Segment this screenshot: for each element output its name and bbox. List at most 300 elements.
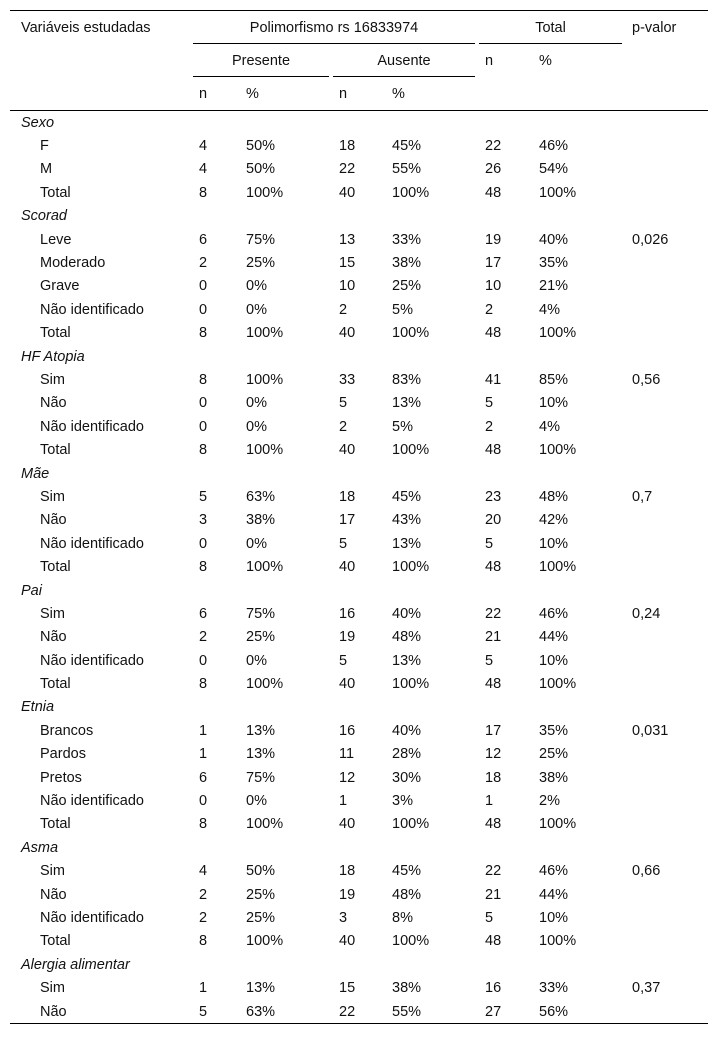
header-absent: Ausente (331, 44, 477, 77)
total-n: 22 (485, 605, 502, 622)
p-value (624, 1000, 708, 1023)
total-pct: 10% (539, 535, 569, 552)
section-header (10, 205, 708, 228)
present-n: 2 (199, 255, 208, 272)
table-row (10, 438, 708, 461)
p-value (624, 158, 708, 181)
total-n: 22 (485, 863, 502, 880)
present-n: 0 (199, 301, 208, 318)
data-table (10, 11, 708, 1023)
header-total-n: n (485, 52, 494, 69)
p-value: 0,56 (632, 371, 661, 388)
absent-n: 15 (339, 255, 356, 272)
row-label: Moderado (40, 255, 106, 272)
p-value (624, 626, 708, 649)
total-pct: 2% (539, 793, 560, 810)
table-row (10, 813, 708, 836)
section-header (10, 953, 708, 976)
row-label: Sim (40, 488, 65, 505)
row-label: Sim (40, 863, 65, 880)
total-n: 2 (485, 418, 494, 435)
absent-n: 5 (339, 535, 348, 552)
header-total-pct: % (539, 52, 552, 69)
present-pct: 13% (246, 980, 276, 997)
table-row (10, 789, 708, 812)
present-n: 6 (199, 769, 208, 786)
total-n: 2 (485, 301, 494, 318)
p-value (624, 672, 708, 695)
row-label: Total (40, 325, 71, 342)
total-pct: 21% (539, 278, 569, 295)
table-row (10, 602, 708, 625)
section-title: Sexo (21, 114, 55, 131)
p-value (624, 883, 708, 906)
total-pct: 56% (539, 1003, 569, 1020)
present-pct: 0% (246, 278, 267, 295)
row-label: Não (40, 629, 67, 646)
total-n: 12 (485, 746, 502, 763)
absent-pct: 100% (392, 184, 430, 201)
absent-n: 2 (339, 418, 348, 435)
absent-n: 11 (339, 746, 355, 763)
p-value (624, 298, 708, 321)
present-pct: 100% (246, 933, 284, 950)
total-pct: 4% (539, 301, 560, 318)
row-label: Pretos (40, 769, 82, 786)
total-pct: 44% (539, 629, 569, 646)
absent-pct: 3% (392, 793, 413, 810)
header-variable: Variáveis estudadas (21, 20, 151, 36)
table-row (10, 509, 708, 532)
present-pct: 75% (246, 605, 276, 622)
data-table-container (10, 10, 708, 1024)
total-n: 1 (485, 793, 494, 810)
p-value (624, 275, 708, 298)
present-pct: 25% (246, 886, 276, 903)
table-row (10, 672, 708, 695)
absent-n: 5 (339, 395, 348, 412)
present-pct: 25% (246, 909, 276, 926)
total-n: 16 (485, 980, 502, 997)
total-pct: 10% (539, 395, 569, 412)
section-title: Mãe (21, 465, 50, 482)
section-header (10, 462, 708, 485)
row-label: Total (40, 559, 71, 576)
total-pct: 4% (539, 418, 560, 435)
absent-pct: 38% (392, 255, 422, 272)
row-label: Grave (40, 278, 80, 295)
total-n: 10 (485, 278, 502, 295)
present-pct: 100% (246, 676, 284, 693)
total-n: 19 (485, 231, 502, 248)
total-pct: 46% (539, 138, 569, 155)
present-pct: 50% (246, 863, 276, 880)
p-value (624, 555, 708, 578)
absent-n: 10 (339, 278, 356, 295)
absent-pct: 83% (392, 371, 422, 388)
absent-pct: 100% (392, 816, 430, 833)
row-label: Não (40, 886, 67, 903)
p-value (624, 181, 708, 204)
header-present: Presente (191, 44, 331, 77)
total-pct: 100% (539, 933, 577, 950)
table-row (10, 275, 708, 298)
table-row (10, 392, 708, 415)
absent-pct: 48% (392, 629, 422, 646)
total-n: 22 (485, 138, 502, 155)
section-header (10, 579, 708, 602)
section-header (10, 836, 708, 859)
present-n: 8 (199, 184, 208, 201)
present-pct: 0% (246, 793, 267, 810)
absent-n: 40 (339, 559, 356, 576)
absent-pct: 5% (392, 418, 413, 435)
section-header (10, 345, 708, 368)
p-value (624, 251, 708, 274)
present-pct: 63% (246, 488, 276, 505)
absent-pct: 100% (392, 676, 430, 693)
total-n: 5 (485, 652, 494, 669)
total-n: 20 (485, 512, 502, 529)
absent-n: 16 (339, 605, 356, 622)
present-n: 4 (199, 161, 208, 178)
table-row (10, 719, 708, 742)
total-n: 27 (485, 1003, 502, 1020)
total-n: 5 (485, 535, 494, 552)
absent-n: 22 (339, 1003, 356, 1020)
present-pct: 75% (246, 769, 276, 786)
absent-pct: 48% (392, 886, 422, 903)
total-n: 48 (485, 676, 502, 693)
present-n: 8 (199, 816, 208, 833)
row-label: Pardos (40, 746, 86, 763)
absent-pct: 45% (392, 488, 422, 505)
p-value (624, 906, 708, 929)
row-label: Não (40, 395, 67, 412)
section-header (10, 111, 708, 135)
p-value (624, 532, 708, 555)
present-pct: 0% (246, 301, 267, 318)
table-row (10, 626, 708, 649)
row-label: Sim (40, 371, 65, 388)
table-row (10, 298, 708, 321)
present-pct: 100% (246, 442, 284, 459)
present-pct: 63% (246, 1003, 276, 1020)
absent-n: 18 (339, 488, 356, 505)
total-pct: 40% (539, 231, 569, 248)
p-value (624, 813, 708, 836)
p-value (624, 649, 708, 672)
present-n: 8 (199, 325, 208, 342)
table-row (10, 743, 708, 766)
row-label: Leve (40, 231, 72, 248)
row-label: Não identificado (40, 535, 144, 552)
total-pct: 85% (539, 371, 569, 388)
absent-n: 40 (339, 676, 356, 693)
table-row (10, 555, 708, 578)
total-n: 17 (485, 722, 502, 739)
present-n: 5 (199, 488, 208, 505)
total-n: 21 (485, 886, 502, 903)
p-value: 0,66 (632, 863, 661, 880)
present-pct: 100% (246, 184, 284, 201)
section-title: Etnia (21, 699, 55, 716)
present-pct: 0% (246, 535, 267, 552)
absent-n: 5 (339, 652, 348, 669)
absent-n: 19 (339, 886, 356, 903)
section-title: Asma (21, 839, 59, 856)
total-n: 5 (485, 395, 494, 412)
present-pct: 75% (246, 231, 276, 248)
present-pct: 100% (246, 816, 284, 833)
total-n: 48 (485, 442, 502, 459)
p-value (624, 415, 708, 438)
present-pct: 0% (246, 418, 267, 435)
total-pct: 46% (539, 863, 569, 880)
total-pct: 44% (539, 886, 569, 903)
p-value: 0,37 (632, 980, 661, 997)
table-row (10, 766, 708, 789)
present-n: 2 (199, 909, 208, 926)
p-value (624, 743, 708, 766)
present-pct: 25% (246, 629, 276, 646)
present-n: 4 (199, 138, 208, 155)
row-label: Total (40, 184, 71, 201)
absent-pct: 13% (392, 395, 422, 412)
present-n: 4 (199, 863, 208, 880)
table-row (10, 251, 708, 274)
header-absent-n: n (331, 77, 392, 111)
row-label: Brancos (40, 722, 94, 739)
table-row (10, 158, 708, 181)
present-n: 1 (199, 980, 208, 997)
absent-pct: 40% (392, 605, 422, 622)
absent-n: 18 (339, 138, 356, 155)
present-n: 8 (199, 559, 208, 576)
row-label: Total (40, 442, 71, 459)
row-label: Não (40, 1003, 67, 1020)
p-value (624, 766, 708, 789)
section-header (10, 696, 708, 719)
total-n: 23 (485, 488, 502, 505)
total-pct: 100% (539, 559, 577, 576)
present-n: 0 (199, 793, 208, 810)
table-row (10, 649, 708, 672)
section-title: HF Atopia (21, 348, 85, 365)
absent-n: 22 (339, 161, 356, 178)
table-row (10, 532, 708, 555)
total-n: 5 (485, 909, 494, 926)
present-n: 0 (199, 395, 208, 412)
header-pvalue: p-valor (632, 20, 677, 36)
absent-n: 2 (339, 301, 348, 318)
total-pct: 38% (539, 769, 569, 786)
total-n: 26 (485, 161, 502, 178)
header-absent-pct: % (392, 77, 477, 111)
present-n: 0 (199, 278, 208, 295)
row-label: Total (40, 676, 71, 693)
total-n: 48 (485, 559, 502, 576)
present-pct: 38% (246, 512, 276, 529)
present-pct: 50% (246, 161, 276, 178)
absent-pct: 55% (392, 161, 422, 178)
present-n: 1 (199, 722, 208, 739)
absent-pct: 100% (392, 559, 430, 576)
total-pct: 25% (539, 746, 569, 763)
total-pct: 100% (539, 816, 577, 833)
present-n: 0 (199, 535, 208, 552)
absent-pct: 13% (392, 535, 422, 552)
row-label: Não identificado (40, 652, 144, 669)
absent-n: 40 (339, 184, 356, 201)
absent-pct: 8% (392, 909, 413, 926)
section-title: Alergia alimentar (21, 956, 130, 973)
absent-pct: 30% (392, 769, 422, 786)
table-row (10, 485, 708, 508)
present-pct: 25% (246, 255, 276, 272)
absent-pct: 43% (392, 512, 422, 529)
present-n: 8 (199, 676, 208, 693)
absent-n: 17 (339, 512, 356, 529)
absent-n: 40 (339, 816, 356, 833)
total-pct: 100% (539, 676, 577, 693)
total-n: 41 (485, 371, 502, 388)
header-total: Total (477, 11, 624, 44)
p-value: 0,026 (632, 231, 669, 248)
table-row (10, 134, 708, 157)
table-row (10, 906, 708, 929)
absent-n: 16 (339, 722, 356, 739)
present-n: 3 (199, 512, 208, 529)
absent-pct: 40% (392, 722, 422, 739)
total-pct: 10% (539, 652, 569, 669)
row-label: Total (40, 816, 71, 833)
absent-n: 33 (339, 371, 356, 388)
present-n: 0 (199, 418, 208, 435)
p-value (624, 789, 708, 812)
absent-n: 15 (339, 980, 356, 997)
absent-n: 40 (339, 442, 356, 459)
total-pct: 100% (539, 442, 577, 459)
p-value (624, 392, 708, 415)
p-value (624, 134, 708, 157)
row-label: Não identificado (40, 909, 144, 926)
present-pct: 100% (246, 559, 284, 576)
absent-pct: 45% (392, 138, 422, 155)
total-pct: 100% (539, 184, 577, 201)
row-label: M (40, 161, 53, 178)
total-pct: 10% (539, 909, 569, 926)
total-pct: 42% (539, 512, 569, 529)
absent-n: 40 (339, 325, 356, 342)
present-n: 8 (199, 371, 208, 388)
row-label: Não identificado (40, 793, 144, 810)
row-label: Não (40, 512, 67, 529)
present-n: 1 (199, 746, 208, 763)
absent-pct: 100% (392, 325, 430, 342)
p-value: 0,24 (632, 605, 661, 622)
absent-pct: 55% (392, 1003, 422, 1020)
absent-pct: 100% (392, 442, 430, 459)
p-value (624, 930, 708, 953)
present-n: 5 (199, 1003, 208, 1020)
present-pct: 0% (246, 652, 267, 669)
row-label: F (40, 138, 49, 155)
header-polymorphism: Polimorfismo rs 16833974 (191, 11, 477, 44)
absent-pct: 100% (392, 933, 430, 950)
table-row (10, 883, 708, 906)
absent-n: 19 (339, 629, 356, 646)
absent-pct: 45% (392, 863, 422, 880)
absent-pct: 33% (392, 231, 422, 248)
table-row (10, 322, 708, 345)
absent-n: 40 (339, 933, 356, 950)
present-pct: 50% (246, 138, 276, 155)
total-pct: 35% (539, 722, 569, 739)
absent-pct: 5% (392, 301, 413, 318)
present-pct: 0% (246, 395, 267, 412)
table-row (10, 1000, 708, 1023)
total-n: 48 (485, 184, 502, 201)
total-n: 48 (485, 816, 502, 833)
present-n: 8 (199, 442, 208, 459)
absent-n: 13 (339, 231, 356, 248)
total-pct: 35% (539, 255, 569, 272)
total-n: 17 (485, 255, 502, 272)
row-label: Não identificado (40, 418, 144, 435)
total-n: 18 (485, 769, 502, 786)
table-row (10, 860, 708, 883)
present-pct: 13% (246, 746, 276, 763)
absent-n: 3 (339, 909, 348, 926)
row-label: Total (40, 933, 71, 950)
total-n: 48 (485, 325, 502, 342)
row-label: Sim (40, 605, 65, 622)
absent-pct: 38% (392, 980, 422, 997)
total-pct: 33% (539, 980, 569, 997)
present-n: 6 (199, 231, 208, 248)
absent-pct: 25% (392, 278, 422, 295)
present-n: 0 (199, 652, 208, 669)
present-n: 6 (199, 605, 208, 622)
absent-n: 18 (339, 863, 356, 880)
total-pct: 54% (539, 161, 569, 178)
total-pct: 100% (539, 325, 577, 342)
table-row (10, 181, 708, 204)
table-body (10, 111, 708, 1024)
row-label: Sim (40, 980, 65, 997)
header-present-n: n (191, 77, 246, 111)
header-present-pct: % (246, 77, 331, 111)
p-value (624, 438, 708, 461)
p-value: 0,031 (632, 722, 669, 739)
table-row (10, 415, 708, 438)
total-pct: 46% (539, 605, 569, 622)
table-row (10, 976, 708, 999)
absent-n: 1 (339, 793, 348, 810)
present-n: 8 (199, 933, 208, 950)
p-value: 0,7 (632, 488, 653, 505)
section-title: Scorad (21, 208, 67, 225)
absent-pct: 13% (392, 652, 422, 669)
row-label: Não identificado (40, 301, 144, 318)
table-row (10, 368, 708, 391)
p-value (624, 509, 708, 532)
absent-n: 12 (339, 769, 356, 786)
present-n: 2 (199, 886, 208, 903)
present-pct: 100% (246, 325, 284, 342)
present-pct: 100% (246, 371, 284, 388)
